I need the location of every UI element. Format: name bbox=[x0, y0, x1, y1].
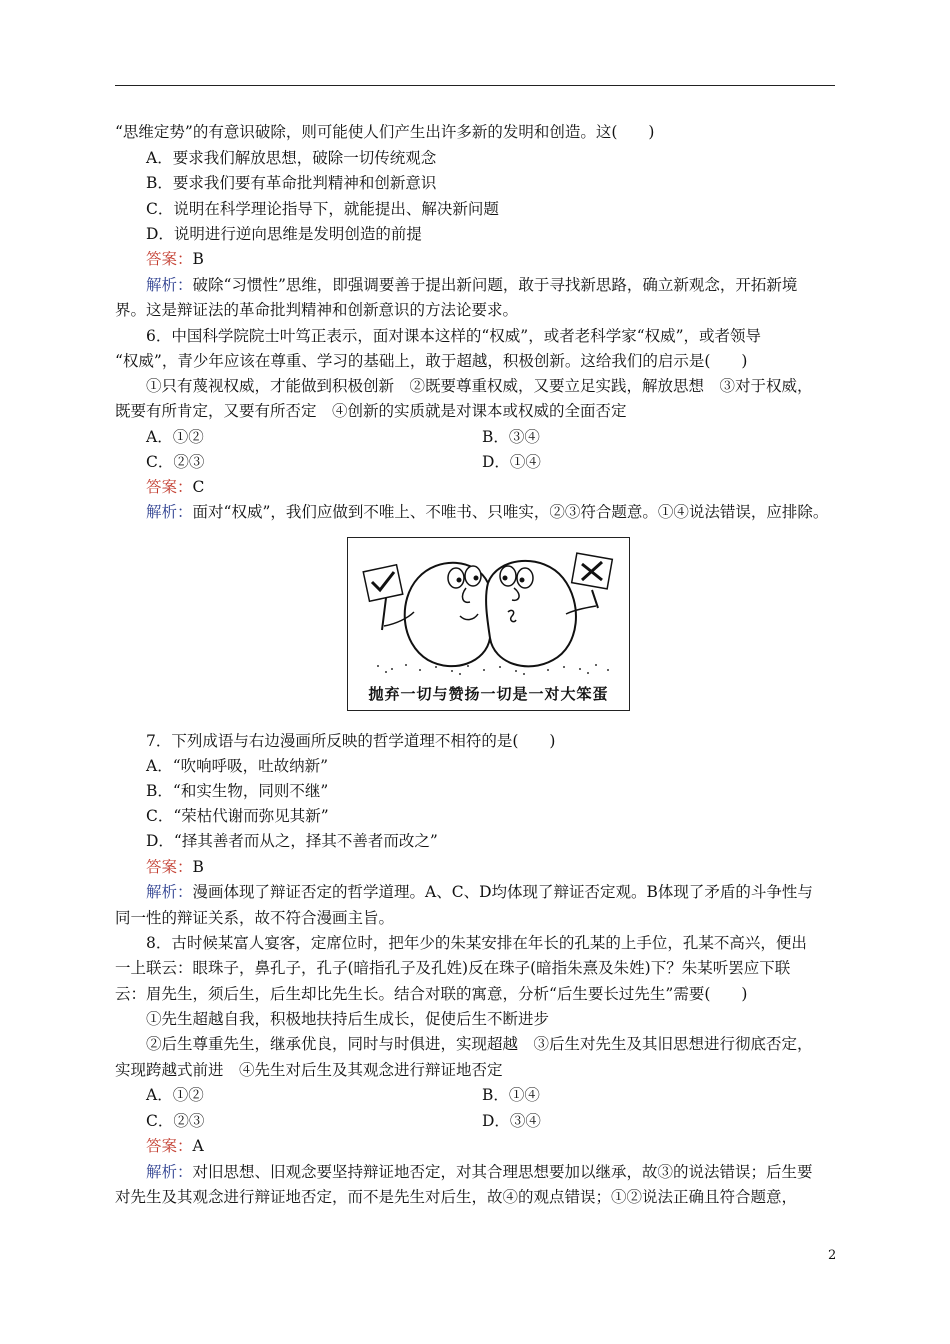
q6-stem: 6．中国科学院院士叶笃正表示，面对课本这样的“权威”，或者老科学家“权威”，或者领导 bbox=[146, 327, 762, 345]
explanation-label: 解析： bbox=[146, 1163, 193, 1181]
q7-option-a: A．“吹响呼吸，吐故纳新” bbox=[146, 757, 329, 775]
q5-explanation-cont: 界。这是辩证法的革命批判精神和创新意识的方法论要求。 bbox=[115, 301, 519, 319]
q8-stem-cont-1: 一上联云：眼珠子，鼻孔子，孔子(暗指孔子及孔姓)反在珠子(暗指朱熹及朱姓)下？朱某听罢应下联 bbox=[115, 959, 791, 977]
q7-option-b: B．“和实生物，同则不继” bbox=[146, 782, 329, 800]
comic-drawing bbox=[348, 538, 628, 678]
q6-option-c: C．②③ bbox=[146, 453, 205, 471]
comic-caption: 抛弃一切与赞扬一切是一对大笨蛋 bbox=[368, 685, 609, 703]
explanation-label: 解析： bbox=[146, 276, 193, 294]
q5-option-d: D．说明进行逆向思维是发明创造的前提 bbox=[146, 225, 422, 243]
q5-answer bbox=[146, 249, 204, 269]
q6-answer bbox=[146, 477, 204, 497]
q6-stem-cont: “权威”，青少年应该在尊重、学习的基础上，敢于超越，积极创新。这给我们的启示是( ) bbox=[115, 352, 748, 370]
explanation-text: 面对“权威”，我们应做到不唯上、不唯书、只唯实，②③符合题意。①④说法错误，应排除。 bbox=[192, 503, 829, 521]
explanation-label: 解析： bbox=[146, 883, 193, 901]
header-rule bbox=[115, 85, 835, 86]
answer-value: B bbox=[192, 858, 204, 876]
q8-statements-cont: 实现跨越式前进 ④先生对后生及其观念进行辩证地否定 bbox=[115, 1061, 503, 1079]
answer-label: 答案： bbox=[146, 250, 193, 268]
answer-label: 答案： bbox=[146, 1137, 193, 1155]
q8-answer bbox=[146, 1136, 204, 1156]
q5-option-a: A．要求我们解放思想，破除一切传统观念 bbox=[146, 149, 437, 167]
q8-explanation-cont: 对先生及其观念进行辩证地否定，而不是先生对后生，故④的观点错误；①②说法正确且符合题意， bbox=[115, 1188, 798, 1206]
q8-stem-cont-2: 云：眉先生，须后生，后生却比先生长。结合对联的寓意，分析“后生要长过先生”需要( ) bbox=[115, 985, 748, 1003]
explanation-text: 破除“习惯性”思维，即强调要善于提出新问题，敢于寻找新思路，确立新观念，开拓新境 bbox=[192, 276, 798, 294]
q7-option-d: D．“择其善者而从之，择其不善者而改之” bbox=[146, 832, 438, 850]
q7-stem: 7．下列成语与右边漫画所反映的哲学道理不相符的是( ) bbox=[146, 732, 556, 750]
comic-illustration bbox=[347, 537, 630, 711]
q7-answer bbox=[146, 857, 204, 877]
answer-label: 答案： bbox=[146, 858, 193, 876]
q8-statement-1: ①先生超越自我，积极地扶持后生成长，促使后生不断进步 bbox=[146, 1010, 550, 1028]
q6-option-a: A．①② bbox=[146, 428, 204, 446]
q7-option-c: C．“荣枯代谢而弥见其新” bbox=[146, 807, 329, 825]
q5-option-c: C．说明在科学理论指导下，就能提出、解决新问题 bbox=[146, 200, 499, 218]
answer-label: 答案： bbox=[146, 478, 193, 496]
answer-value: B bbox=[192, 250, 204, 268]
q6-statements: ①只有蔑视权威，才能做到积极创新 ②既要尊重权威，又要立足实践，解放思想 ③对于权威， bbox=[146, 377, 813, 395]
q8-option-d: D．③④ bbox=[482, 1112, 541, 1130]
q8-statements-2: ②后生尊重先生，继承优良，同时与时俱进，实现超越 ③后生对先生及其旧思想进行彻底否定， bbox=[146, 1035, 813, 1053]
q8-option-c: C．②③ bbox=[146, 1112, 205, 1130]
answer-value: A bbox=[192, 1137, 204, 1155]
q5-explanation bbox=[146, 275, 797, 295]
q8-option-a: A．①② bbox=[146, 1086, 204, 1104]
explanation-text: 漫画体现了辩证否定的哲学道理。A、C、D均体现了辩证否定观。B体现了矛盾的斗争性与 bbox=[192, 883, 813, 901]
q7-explanation bbox=[146, 882, 813, 902]
q5-option-b: B．要求我们要有革命批判精神和创新意识 bbox=[146, 174, 437, 192]
answer-value: C bbox=[192, 478, 205, 496]
q6-explanation bbox=[146, 502, 828, 522]
q5-stem: “思维定势”的有意识破除，则可能使人们产生出许多新的发明和创造。这( ) bbox=[115, 123, 655, 141]
q6-option-b: B．③④ bbox=[482, 428, 540, 446]
explanation-label: 解析： bbox=[146, 503, 193, 521]
q8-stem: 8．古时候某富人宴客，定席位时，把年少的朱某安排在年长的孔某的上手位，孔某不高兴，便出 bbox=[146, 934, 807, 952]
q6-option-d: D．①④ bbox=[482, 453, 541, 471]
q7-explanation-cont: 同一性的辩证关系，故不符合漫画主旨。 bbox=[115, 909, 395, 927]
q8-explanation bbox=[146, 1162, 813, 1182]
explanation-text: 对旧思想、旧观念要坚持辩证地否定，对其合理思想要加以继承，故③的说法错误；后生要 bbox=[192, 1163, 813, 1181]
q8-option-b: B．①④ bbox=[482, 1086, 540, 1104]
page-number: 2 bbox=[828, 1248, 837, 1263]
q6-statements-cont: 既要有所肯定，又要有所否定 ④创新的实质就是对课本或权威的全面否定 bbox=[115, 402, 627, 420]
